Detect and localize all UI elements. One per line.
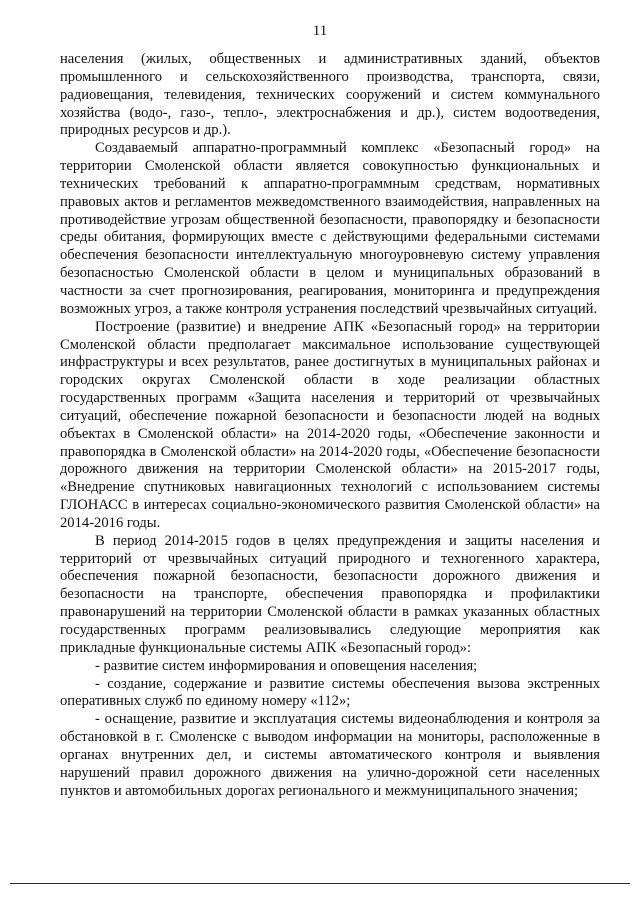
- list-item-emergency-112: - создание, содержание и развитие системы обеспечения вызова экстренных оперативных служб по единому номеру «112»;: [60, 675, 600, 710]
- paragraph-apk-construction: Построение (развитие) и внедрение АПК «Безопасный город» на территории Смоленской области предполагает максимальное использование существующей инфраструктуры и всех результатов, ранее достигнутых в муниципальных районах и городских округах Смоленской области в ходе реализации областных государственных программ «Защита населения и территорий от чрезвычайных ситуаций, обеспечение пожарной безопасности и безопасности людей на водных объектах в Смоленской области» на 2014-2020 годы, «Обеспечение законности и правопорядка в Смоленской области» на 2014-2020 годы, «Обеспечение безопасности дорожного движения на территории Смоленской области» на 2015-2017 годы, «Внедрение спутниковых навигационных технологий с использованием системы ГЛОНАСС в интересах социально-экономического развития Смоленской области» на 2014-2016 годы.: [60, 318, 600, 531]
- page-bottom-rule: [10, 883, 630, 884]
- list-item-notification: - развитие систем информирования и оповещения населения;: [95, 657, 478, 674]
- document-body: [60, 51, 600, 800]
- paragraph-continuation: населения (жилых, общественных и административных зданий, объектов промышленного и сельскохозяйственного производства, транспорта, связи, радиовещания, телевидения, технических сооружений и систем коммунального хозяйства (водо-, газо-, тепло-, электроснабжения и др.), систем водоотведения, природных ресурсов и др.).: [60, 51, 600, 139]
- page-number: 11: [312, 23, 328, 39]
- paragraph-apk-definition: Создаваемый аппаратно-программный комплекс «Безопасный город» на территории Смоленской области является совокупностью функциональных и технических требований к аппаратно-программным средствам, нормативных правовых актов и регламентов межведомственного взаимодействия, направленных на противодействие угрозам общественной безопасности, правопорядку и безопасности среды обитания, формирующих вместе с действующими федеральными системами обеспечения безопасности интеллектуальную многоуровневую систему управления безопасностью Смоленской области в целом и муниципальных образований в частности за счет прогнозирования, реагирования, мониторинга и предупреждения возможных угроз, а также контроля устранения последствий чрезвычайных ситуаций.: [60, 140, 600, 317]
- paragraph-period-2014-2015: В период 2014-2015 годов в целях предупреждения и защиты населения и территорий от чрезвычайных ситуаций природного и техногенного характера, обеспечения пожарной безопасности, безопасности дорожного движения и безопасности на транспорте, обеспечения правопорядка и профилактики правонарушений на территории Смоленской области в рамках указанных областных государственных программ реализовывались следующие мероприятия как прикладные функциональные системы АПК «Безопасный город»:: [60, 532, 600, 656]
- list-item-video-surveillance: - оснащение, развитие и эксплуатация системы видеонаблюдения и контроля за обстановкой в г. Смоленске с выводом информации на мониторы, расположенные в органах внутренних дел, и системы автоматического контроля и выявления нарушений правил дорожного движения на улично-дорожной сети населенных пунктов и автомобильных дорогах регионального и межмуниципального значения;: [60, 711, 600, 799]
